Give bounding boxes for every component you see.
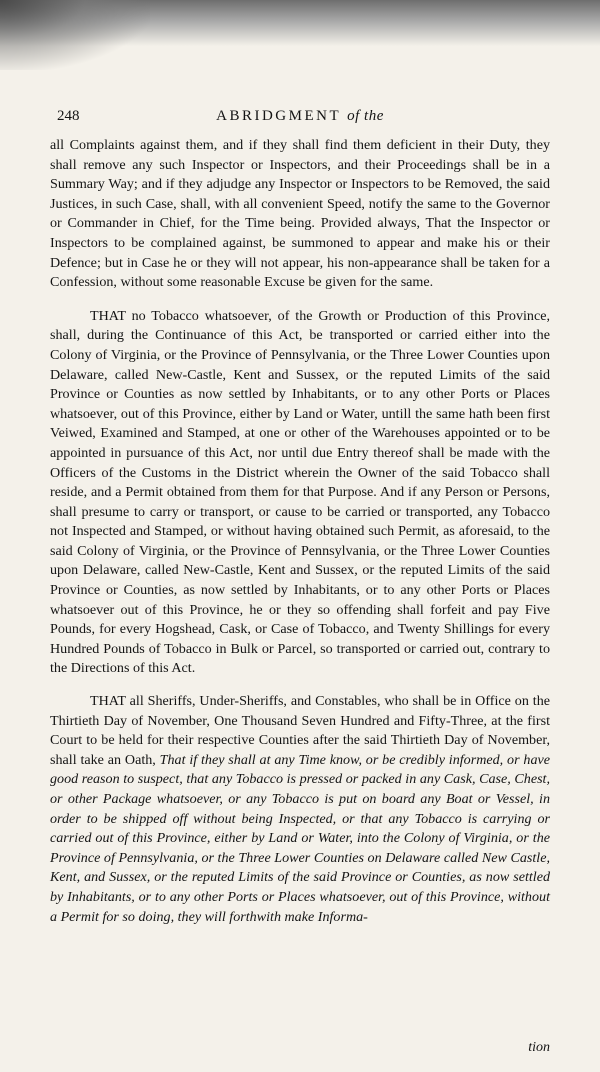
- paragraph-tobacco-transport: THAT no Tobacco whatsoever, of the Growth or Production of this Province, shall, during the Continuance of this Act, be transported or carried either into the Colony of Virginia, or the Province of Pennsylvania, or the Three Lower Counties upon Delaware, called New-Castle, Kent and Sussex, or the reputed Limits of the said Province or Counties as now settled by Inhabitants, or to any other Ports or Places whatsoever, out of this Province, either by Land or Water, untill the same hath been first Veiwed, Examined and Stamped, at one or other of the Warehouses appointed or to be appointed in pursuance of this Act, nor until due Entry thereof shall be made with the Officers of the Customs in the District wherein the Owner of the said Tobacco shall reside, and a Permit obtained from them for that Purpose. And if any Person or Persons, shall presume to carry or transport, or cause to be carried or transported, any Tobacco not Inspected and Stamped, or without having obtained such Permit, as aforesaid, to the said Colony of Virginia, or the Province of Pennsylvania, or the Three Lower Counties upon Delaware, called New-Castle, Kent and Sussex, or the reputed Limits of the said Province or Counties, as now settled by Inhabitants, or to any other Ports or Places whatsoever out of this Province, he or they so offending shall forfeit and pay Five Pounds, for every Hogshead, Cask, or Case of Tobacco, and Twenty Shillings for every Hundred Pounds of Tobacco in Bulk or Parcel, so transported or carried out, contrary to the Directions of this Act.: [50, 307, 550, 677]
- book-page: [50, 108, 550, 1055]
- oath-intro-text: THAT all Sheriffs, Under-Sheriffs, and Constables, who shall be in Office on the Thirtieth Day of November, One Thousand Seven Hundred and Fifty-Three, at the first Court to be held for their respective Counties after the said Thirtieth Day of November, shall take an Oath,: [50, 693, 550, 768]
- paragraph-sheriffs-oath: [50, 692, 550, 927]
- catchword: tion: [528, 1040, 550, 1055]
- running-title: ABRIDGMENT: [216, 108, 341, 124]
- page-header: [50, 108, 550, 136]
- page-number: 248: [57, 108, 80, 124]
- running-head: [50, 108, 550, 125]
- running-title-suffix: of the: [347, 108, 384, 124]
- scan-corner-shadow: [0, 0, 150, 70]
- paragraph-complaints: all Complaints against them, and if they shall find them deficient in their Duty, they shall remove any such Inspector or Inspectors, and their Proceedings shall be in a Summary Way; and if they adjudge any Inspector or Inspectors to be Removed, the said Justices, in such Case, shall, with all convenient Speed, notify the same to the Governor or Commander in Chief, for the Time being. Provided always, That the Inspector or Inspectors to be complained against, be summoned to appear and make his or their Defence; but in Case he or they will not appear, his non-appearance shall be taken for a Confession, without some reasonable Excuse be given for the same.: [50, 137, 550, 291]
- oath-italic-text: That if they shall at any Time know, or be credibly informed, or have good reason to suspect, that any Tobacco is pressed or packed in any Cask, Case, Chest, or other Package whatsoever, or any Tobacco is put on board any Boat or Vessel, in order to be shipped off without being Inspected, or that any Tobacco is carrying or carried out of this Province, either by Land or Water, into the Colony of Virginia, or the Province of Pennsylvania, or the Three Lower Counties on Delaware called New Castle, Kent, and Sussex, or the reputed Limits of the said Province or Counties, as now settled by Inhabitants, or to any other Ports or Places whatsoever, out of this Province, without a Permit for so doing, they will forthwith make Informa-: [50, 751, 550, 925]
